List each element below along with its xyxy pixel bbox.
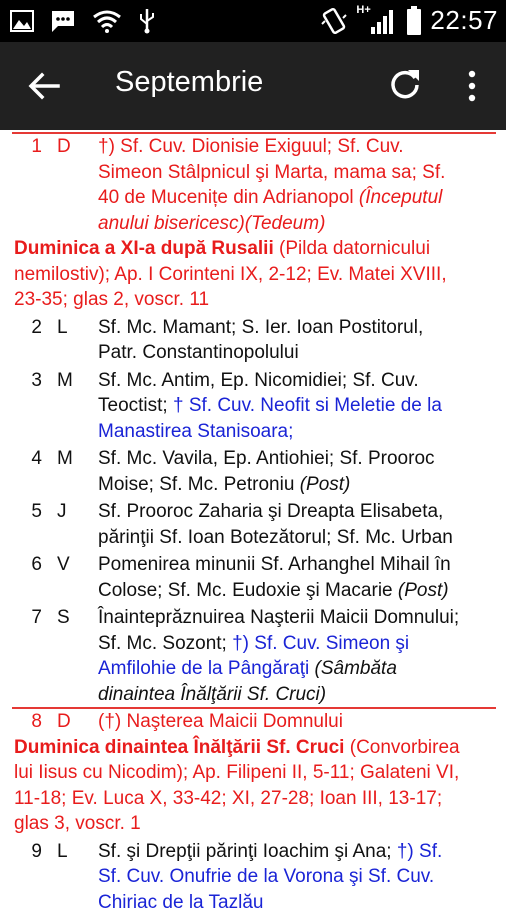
text-line bbox=[98, 446, 498, 472]
weekday-letter: L bbox=[57, 315, 79, 341]
day-row-9[interactable] bbox=[0, 839, 506, 915]
text-segment: †) Sf. Cuv. Dionisie Exiguul; Sf. Cuv. bbox=[98, 136, 404, 157]
day-number: 1 bbox=[14, 134, 42, 160]
text-segment: Sf. Prooroc Zaharia şi Dreapta Elisabeta, bbox=[98, 501, 443, 522]
sunday-readings bbox=[14, 735, 494, 837]
text-segment: Înainteprăznuirea Naşterii Maicii Domnului; bbox=[98, 607, 459, 628]
back-button[interactable] bbox=[26, 68, 66, 104]
text-line bbox=[14, 760, 494, 786]
text-segment: † Sf. Cuv. Neofit si Meletie de la bbox=[173, 395, 442, 416]
text-line bbox=[14, 262, 494, 288]
day-number: 8 bbox=[14, 709, 42, 735]
day-row-5[interactable] bbox=[0, 499, 506, 550]
text-segment: părinţii Sf. Ioan Botezătorul; Sf. Mc. Urban bbox=[98, 527, 453, 548]
text-segment: Sf. Mc. Vavila, Ep. Antiohiei; Sf. Prooroc bbox=[98, 448, 435, 469]
text-line bbox=[98, 185, 498, 211]
text-segment: Sf. Mc. Antim, Ep. Nicomidiei; Sf. Cuv. bbox=[98, 370, 419, 391]
text-segment: (†) Naşterea Maicii Domnului bbox=[98, 711, 343, 732]
text-segment: (Post) bbox=[300, 474, 351, 495]
text-segment: Sf. Cuv. Onufrie de la Vorona şi Sf. Cuv. bbox=[98, 866, 434, 887]
text-segment: †) Sf. Cuv. Simeon şi bbox=[232, 633, 409, 654]
text-segment: 40 de Mucenițe din Adrianopol bbox=[98, 187, 359, 208]
text-line bbox=[98, 552, 498, 578]
text-segment: †) Sf. bbox=[397, 841, 442, 862]
arrow-back-icon bbox=[26, 68, 62, 104]
weekday-letter: J bbox=[57, 499, 79, 525]
saints-text bbox=[98, 134, 498, 236]
text-line bbox=[98, 864, 498, 890]
text-segment: Duminica a XI-a după Rusalii bbox=[14, 238, 274, 259]
text-segment: Simeon Stâlpnicul şi Marta, mama sa; Sf. bbox=[98, 162, 445, 183]
text-segment: Amfilohie de la Pângăraţi bbox=[98, 658, 315, 679]
weekday-letter: L bbox=[57, 839, 79, 865]
day-number: 6 bbox=[14, 552, 42, 578]
text-line bbox=[14, 236, 494, 262]
text-segment: (Post) bbox=[398, 580, 449, 601]
text-line bbox=[14, 735, 494, 761]
text-line bbox=[98, 472, 498, 498]
more-vert-icon bbox=[460, 66, 484, 106]
text-line bbox=[14, 811, 494, 837]
app-bar bbox=[0, 42, 506, 130]
weekday-letter: M bbox=[57, 446, 79, 472]
text-line bbox=[98, 419, 498, 445]
text-segment: Sf. şi Drepţii părinţi Ioachim şi Ana; bbox=[98, 841, 397, 862]
weekday-letter: M bbox=[57, 368, 79, 394]
text-segment: Patr. Constantinopolului bbox=[98, 342, 299, 363]
text-segment: anului bisericesc)(Tedeum) bbox=[98, 213, 325, 234]
text-segment: (Începutul bbox=[359, 187, 442, 208]
text-segment: Chiriac de la Tazlău bbox=[98, 892, 263, 913]
saints-text bbox=[98, 499, 498, 550]
day-number: 5 bbox=[14, 499, 42, 525]
saints-text bbox=[98, 709, 498, 735]
saints-text bbox=[98, 839, 498, 915]
text-segment: Sf. Mc. Mamant; S. Ier. Ioan Postitorul, bbox=[98, 317, 423, 338]
day-row-7[interactable] bbox=[0, 605, 506, 707]
text-segment: Colose; Sf. Mc. Eudoxie şi Macarie bbox=[98, 580, 398, 601]
day-row-1[interactable] bbox=[0, 134, 506, 236]
day-row-8[interactable] bbox=[0, 709, 506, 735]
weekday-letter: D bbox=[57, 134, 79, 160]
text-line bbox=[98, 340, 498, 366]
text-segment: nemilostiv); Ap. I Corinteni IX, 2-12; Ev. Matei XVIII, bbox=[14, 264, 447, 285]
text-line bbox=[98, 134, 498, 160]
sunday-readings bbox=[14, 236, 494, 313]
text-line bbox=[98, 525, 498, 551]
text-line bbox=[98, 839, 498, 865]
day-row-3[interactable] bbox=[0, 368, 506, 445]
text-line bbox=[98, 605, 498, 631]
text-segment: Manastirea Stanisoara; bbox=[98, 421, 293, 442]
text-segment: (Convorbirea bbox=[344, 737, 459, 758]
text-line bbox=[98, 578, 498, 604]
text-segment: Teoctist; bbox=[98, 395, 173, 416]
more-options-button[interactable] bbox=[460, 66, 484, 106]
day-row-6[interactable] bbox=[0, 552, 506, 603]
text-line bbox=[98, 890, 498, 915]
day-number: 7 bbox=[14, 605, 42, 631]
signal-indicator bbox=[356, 6, 398, 36]
day-number: 2 bbox=[14, 315, 42, 341]
text-line bbox=[98, 211, 498, 237]
weekday-letter: S bbox=[57, 605, 79, 631]
text-line bbox=[98, 160, 498, 186]
message-icon bbox=[50, 9, 76, 33]
text-segment: dinaintea Înălţării Sf. Cruci) bbox=[98, 684, 326, 705]
network-type: H+ bbox=[356, 4, 370, 16]
text-segment: Pomenirea minunii Sf. Arhanghel Mihail în bbox=[98, 554, 451, 575]
text-segment: (Sâmbăta bbox=[315, 658, 397, 679]
wifi-icon bbox=[92, 9, 122, 33]
text-segment: 23-35; glas 2, voscr. 11 bbox=[14, 289, 209, 310]
text-line bbox=[98, 709, 498, 735]
text-line bbox=[98, 631, 498, 657]
calendar-list[interactable] bbox=[0, 130, 506, 900]
text-segment: Moise; Sf. Mc. Petroniu bbox=[98, 474, 300, 495]
signal-icon bbox=[370, 9, 396, 35]
text-line bbox=[98, 656, 498, 682]
text-line bbox=[14, 786, 494, 812]
text-segment: glas 3, voscr. 1 bbox=[14, 813, 141, 834]
day-number: 3 bbox=[14, 368, 42, 394]
weekday-letter: D bbox=[57, 709, 79, 735]
saints-text bbox=[98, 605, 498, 707]
battery-icon bbox=[406, 6, 422, 36]
status-bar bbox=[0, 0, 506, 42]
text-segment: 11-18; Ev. Luca X, 33-42; XI, 27-28; Ioan III, 13-17; bbox=[14, 788, 442, 809]
image-icon bbox=[10, 10, 34, 32]
text-segment: Duminica dinaintea Înălţării Sf. Cruci bbox=[14, 737, 344, 758]
refresh-icon bbox=[386, 66, 424, 104]
text-line bbox=[98, 499, 498, 525]
saints-text bbox=[98, 552, 498, 603]
text-line bbox=[98, 368, 498, 394]
usb-icon bbox=[138, 8, 156, 34]
refresh-button[interactable] bbox=[386, 66, 426, 106]
text-line bbox=[98, 682, 498, 708]
weekday-letter: V bbox=[57, 552, 79, 578]
saints-text bbox=[98, 368, 498, 445]
day-number: 4 bbox=[14, 446, 42, 472]
day-number: 9 bbox=[14, 839, 42, 865]
text-segment: (Pilda datornicului bbox=[274, 238, 430, 259]
saints-text bbox=[98, 315, 498, 366]
clock: 22:57 bbox=[430, 5, 498, 36]
text-line bbox=[98, 315, 498, 341]
vibrate-icon bbox=[320, 6, 348, 36]
saints-text bbox=[98, 446, 498, 497]
day-row-4[interactable] bbox=[0, 446, 506, 497]
text-segment: Sf. Mc. Sozont; bbox=[98, 633, 232, 654]
page-title: Septembrie bbox=[115, 66, 263, 99]
text-line bbox=[14, 287, 494, 313]
text-segment: lui Iisus cu Nicodim); Ap. Filipeni II, 5-11; Galateni VI, bbox=[14, 762, 459, 783]
day-row-2[interactable] bbox=[0, 315, 506, 366]
text-line bbox=[98, 393, 498, 419]
